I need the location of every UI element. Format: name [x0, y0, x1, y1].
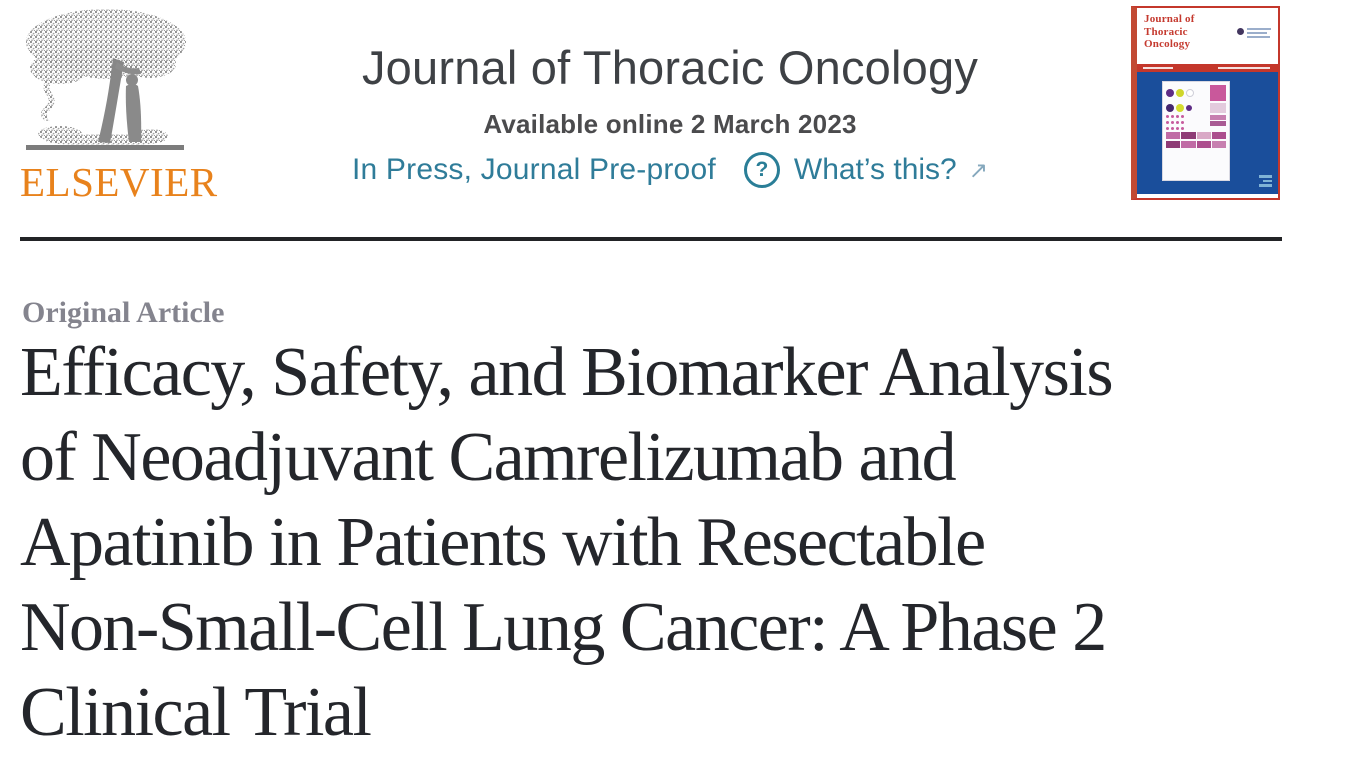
header-divider-rule [20, 237, 1282, 241]
journal-cover-header [1137, 8, 1278, 64]
cover-body [1137, 72, 1278, 194]
journal-cover-thumbnail[interactable] [1131, 6, 1280, 200]
cover-title-line: Journal of [1144, 13, 1195, 25]
article-category-label: Original Article [22, 296, 225, 329]
question-circle-icon[interactable]: ? [744, 152, 780, 188]
article-title-line: Clinical Trial [20, 674, 371, 751]
article-title-line: Efficacy, Safety, and Biomarker Analysis [20, 334, 1113, 411]
article-title [20, 330, 1330, 755]
elsevier-wordmark: ELSEVIER [20, 159, 218, 205]
journal-title-link[interactable]: Journal of Thoracic Oncology [361, 41, 979, 94]
external-link-arrow-icon[interactable]: ↗ [968, 156, 989, 183]
article-title-line: Non-Small-Cell Lung Cancer: A Phase 2 [20, 589, 1106, 666]
whats-this-link[interactable]: What’s this? [793, 153, 957, 186]
cover-title-line: Thoracic [1144, 25, 1188, 38]
cover-society-mark [1239, 26, 1273, 40]
available-online-date: Available online 2 March 2023 [483, 109, 857, 139]
article-title-line: Apatinib in Patients with Resectable [20, 504, 985, 581]
cover-publisher-mark [1259, 175, 1272, 188]
cover-title-line: Oncology [1144, 38, 1191, 50]
journal-cover-figure [1162, 81, 1230, 181]
in-press-status-label: In Press, Journal Pre-proof [351, 153, 716, 186]
article-title-line: of Neoadjuvant Camrelizumab and [20, 419, 956, 496]
cover-red-band [1137, 64, 1278, 72]
